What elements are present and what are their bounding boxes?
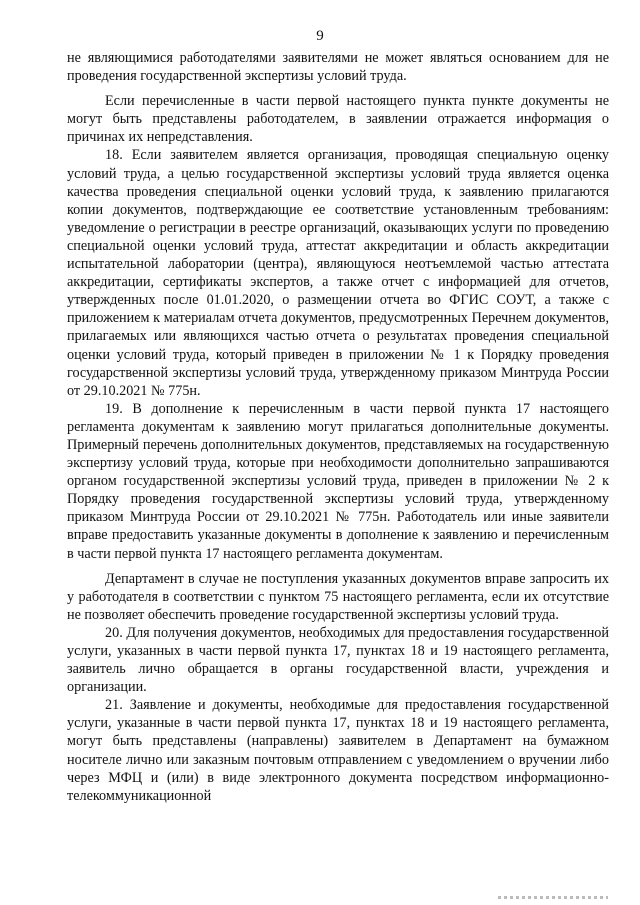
paragraph-item-20: 20. Для получения документов, необходимых для предоставления государственной услуги, указанных в части первой пункта 17, пунктах 18 и 19 настоящего регламента, заявитель лично обращается в органы государственной власти, учреждения и организации. — [67, 624, 609, 696]
paragraph-item-21: 21. Заявление и документы, необходимые для предоставления государственной услуги, указанные в части первой пункта 17, пунктах 18 и 19 настоящего регламента, могут быть представлены (направлены) заявителем в Департамент на бумажном носителе лично или заказным почтовым отправлением с уведомлением о вручении либо через МФЦ и (или) в виде электронного документа посредством информационно-телекоммуникационной — [67, 697, 609, 804]
paragraph-missing-documents: Если перечисленные в части первой настоящего пункта пункте документы не могут быть представлены работодателем, в заявлении отражается информация о причинах их непредставления. — [67, 93, 609, 146]
paragraph-item-19: 19. В дополнение к перечисленным в части первой пункта 17 настоящего регламента документам к заявлению могут прилагаться дополнительные документы. Примерный перечень дополнительных документов, представляемых на государственную экспертизу условий труда, которые при необходимости дополнительно запрашиваются органом государственной экспертизы условий труда, приведен в приложении № 2 к Порядку проведения государственной экспертизы условий труда, утвержденному приказом Минтруда России от 29.10.2021 № 775н. Работодатель или иные заявители вправе предоставить указанные документы в дополнение к заявлению и перечисленным в части первой пункта 17 настоящего регламента документам. — [67, 400, 609, 562]
document-body — [67, 49, 609, 805]
paragraph-department-request: Департамент в случае не поступления указанных документов вправе запросить их у работодателя в соответствии с пунктом 75 настоящего регламента, если их отсутствие не позволяет обеспечить проведение государственной экспертизы условий труда. — [67, 570, 609, 623]
paragraph-item-18: 18. Если заявителем является организация, проводящая специальную оценку условий труда, а целью государственной экспертизы условий труда является оценка качества проведения специальной оценки условий труда, к заявлению прилагаются копии документов, подтверждающие ее соответствие установленным требованиям: уведомление о регистрации в реестре организаций, оказывающих услуги по проведению специальной оценки условий труда, аттестат аккредитации и область аккредитации испытательной лаборатории (центра), являющуюся неотъемлемой частью аттестата аккредитации, сертификаты экспертов, а также отчет с информацией для отчетов, утвержденных после 01.01.2020, о размещении отчета во ФГИС СОУТ, а также с приложением к материалам отчета документов, предусмотренных Перечнем документов, прилагаемых или являющихся частью отчета о результатах проведения специальной оценки условий труда, который приведен в приложении № 1 к Порядку проведения государственной экспертизы условий труда, утвержденному приказом Минтруда России от 29.10.2021 № 775н. — [67, 147, 609, 399]
page-number: 9 — [316, 28, 324, 44]
scan-artifact — [498, 896, 608, 899]
paragraph-continuation: не являющимися работодателями заявителями не может являться основанием для не проведения государственной экспертизы условий труда. — [67, 50, 609, 85]
